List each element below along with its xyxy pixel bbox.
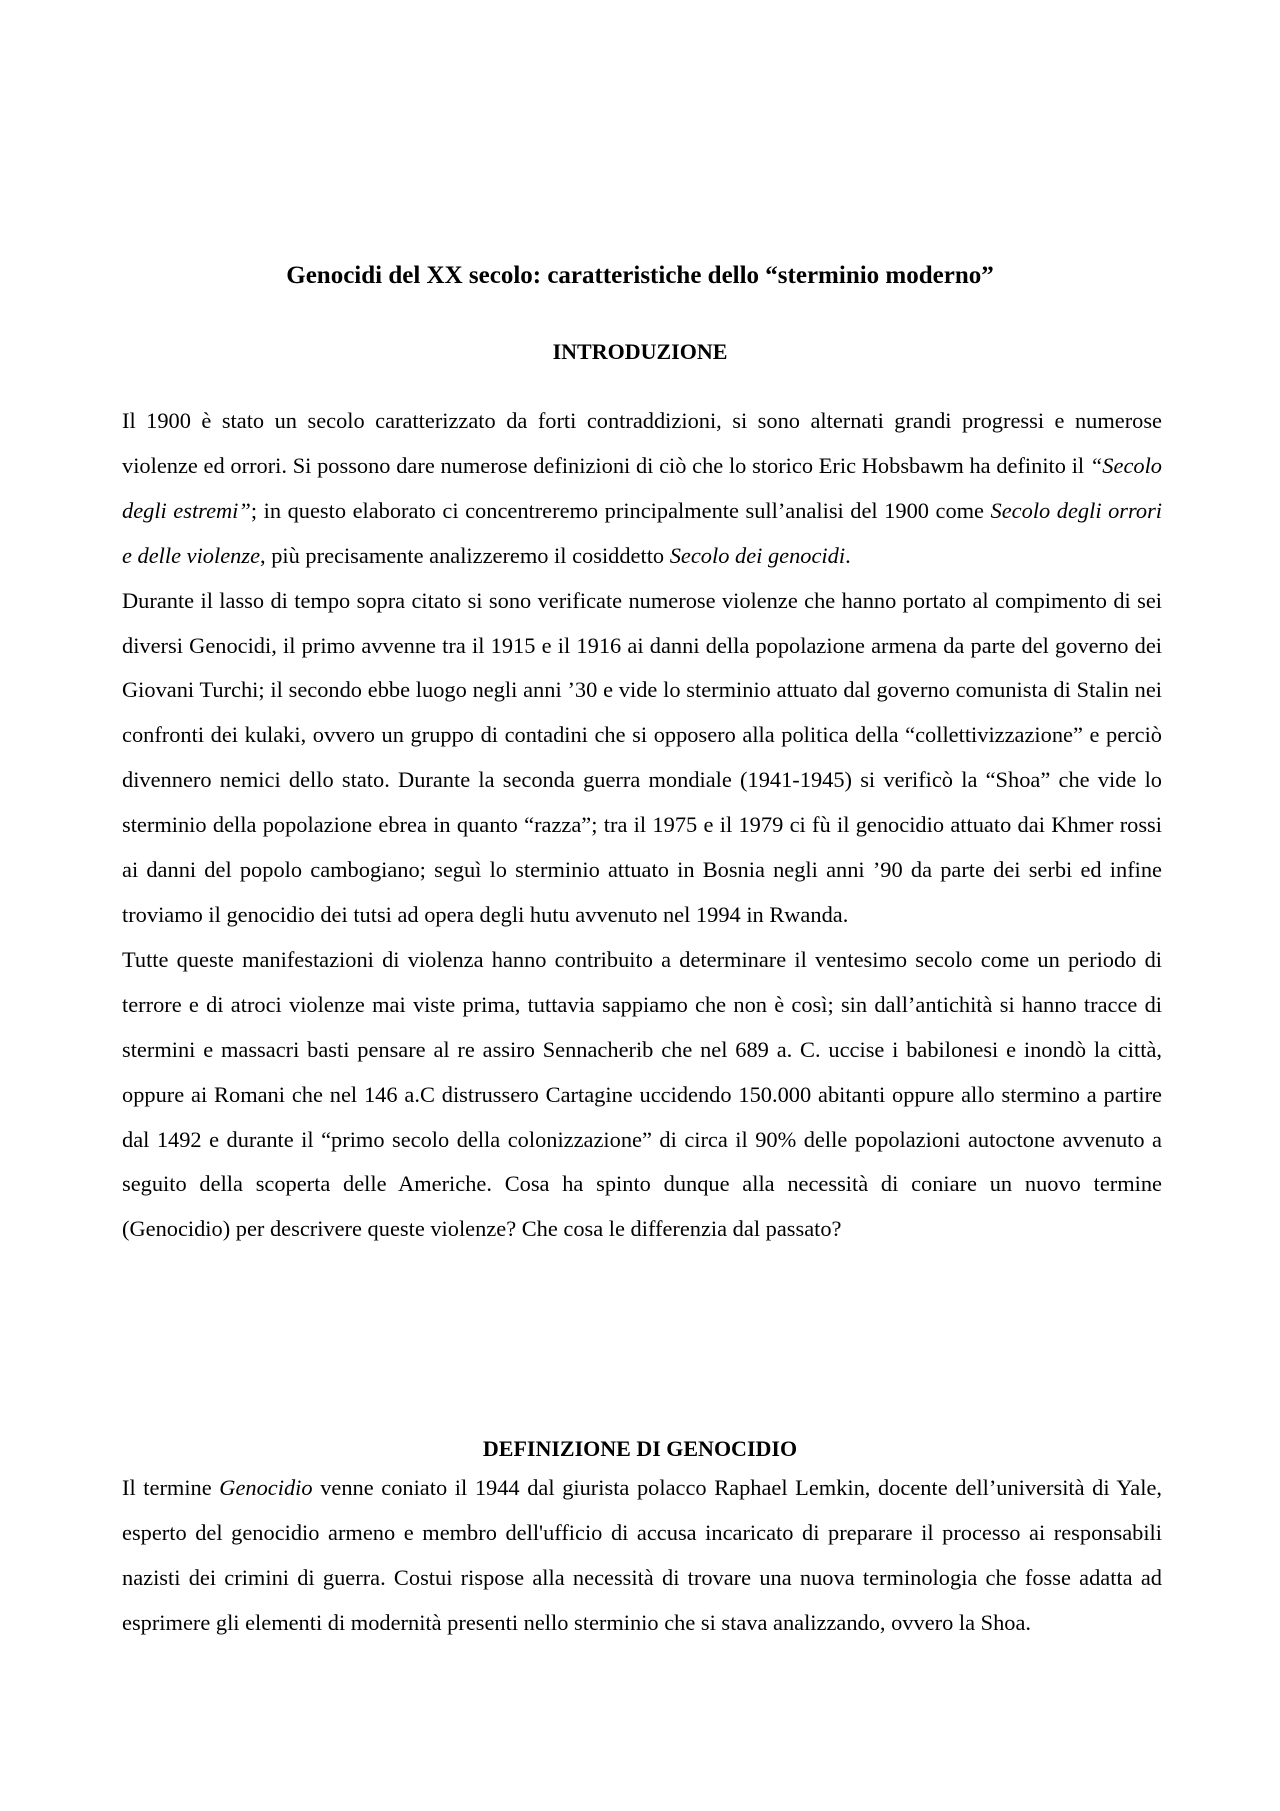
text-run: venne coniato il 1944 dal giurista polacco Raphael Lemkin, docente dell’università di Yale, esperto del genocidio armeno e membro dell'ufficio di accusa incaricato di preparare il processo ai responsabili nazisti dei crimini di guerra. Costui rispose alla necessità di trovare una nuova terminologia che fosse adatta ad esprimere gli elementi di modernità presenti nello sterminio che si stava analizzando, ovvero la Shoa. — [122, 1475, 1163, 1635]
paragraph: Durante il lasso di tempo sopra citato si sono verificate numerose violenze che hanno portato al compimento di sei diversi Genocidi, il primo avvenne tra il 1915 e il 1916 ai danni della popolazione armena da parte del governo dei Giovani Turchi; il secondo ebbe luogo negli anni ’30 e vide lo sterminio attuato dal governo comunista di Stalin nei confronti dei kulaki, ovvero un gruppo di contadini che si opposero alla politica della “collettivizzazione” e perciò divennero nemici dello stato. Durante la seconda guerra mondiale (1941-1945) si verificò la “Shoa” che vide lo sterminio della popolazione ebrea in quanto “razza”; tra il 1975 e il 1979 ci fù il genocidio attuato dai Khmer rossi ai danni del popolo cambogiano; seguì lo sterminio attuato in Bosnia negli anni ’90 da parte dei serbi ed infine troviamo il genocidio dei tutsi ad opera degli hutu avvenuto nel 1994 in Rwanda. — [122, 587, 1162, 927]
paragraph: Tutte queste manifestazioni di violenza hanno contribuito a determinare il ventesimo secolo come un periodo di terrore e di atroci violenze mai viste prima, tuttavia sappiamo che non è così; sin dall’antichità si hanno tracce di stermini e massacri basti pensare al re assiro Sennacherib che nel 689 a. C. uccise i babilonesi e inondò la città, oppure ai Romani che nel 146 a.C distrussero Cartagine uccidendo 150.000 abitanti oppure allo stermino a partire dal 1492 e durante il “primo secolo della colonizzazione” di circa il 90% delle popolazioni autoctone avvenuto a seguito della scoperta delle Americhe. Cosa ha spinto dunque alla necessità di coniare un nuovo termine (Genocidio) per descrivere queste violenze? Che cosa le differenzia dal passato? — [122, 946, 1162, 1242]
document-title: Genocidi del XX secolo: caratteristiche dello “sterminio moderno” — [286, 262, 994, 289]
section-body-introduzione — [122, 399, 1162, 1252]
text-run: Il termine — [122, 1475, 220, 1500]
paragraph — [122, 1466, 1162, 1646]
text-run: . — [845, 542, 851, 568]
text-run: ; in questo elaborato ci concentreremo principalmente sull’analisi del 1900 come — [250, 497, 991, 523]
section-heading-definizione: DEFINIZIONE DI GENOCIDIO — [482, 1436, 798, 1461]
italic-run: “Secolo degli estremi” — [122, 452, 1162, 523]
text-run: , più precisamente analizzeremo il cosiddetto — [260, 542, 670, 568]
italic-run: Genocidio — [219, 1475, 313, 1500]
paragraph — [122, 399, 1162, 579]
section-heading-introduzione: INTRODUZIONE — [552, 339, 728, 364]
italic-run: Secolo dei genocidi — [669, 542, 846, 568]
section-body-definizione — [122, 1466, 1162, 1646]
text-run: Il 1900 è stato un secolo caratterizzato da forti contraddizioni, si sono alternati grandi progressi e numerose violenze ed orrori. Si possono dare numerose definizioni di ciò che lo storico Eric Hobsbawm ha definito il — [122, 408, 1162, 478]
italic-run: Secolo degli orrori e delle violenze — [122, 497, 1163, 568]
